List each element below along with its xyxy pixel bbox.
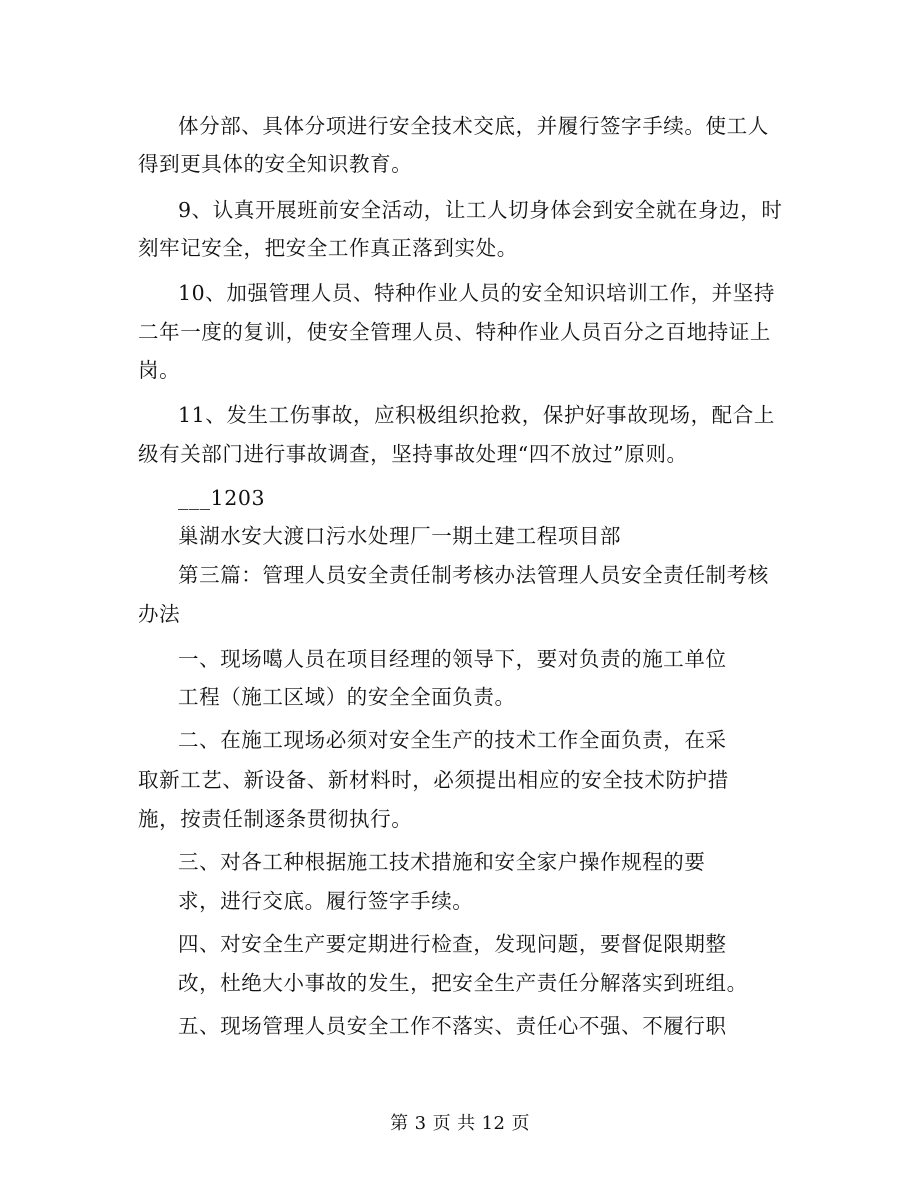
text-line: 二年一度的复训，使安全管理人员、特种作业人员百分之百地持证上	[138, 320, 771, 344]
text-line: 11、发生工伤事故，应积极组织抢救，保护好事故现场，配合上	[178, 403, 775, 427]
text-line: 巢湖水安大渡口污水处理厂一期土建工程项目部	[178, 524, 622, 548]
text-line: 四、对安全生产要定期进行检查，发现问题，要督促限期整	[178, 932, 727, 956]
text-line: 改，杜绝大小事故的发生，把安全生产责任分解落实到班组。	[178, 971, 748, 995]
text-line: 一、现场噶人员在项目经理的领导下，要对负责的施工单位	[178, 647, 727, 671]
text-line: 第三篇：管理人员安全责任制考核办法管理人员安全责任制考核	[178, 563, 769, 587]
text-line: 求，进行交底。履行签字手续。	[178, 889, 474, 913]
text-line: 得到更具体的安全知识教育。	[138, 152, 413, 176]
text-line: 取新工艺、新设备、新材料时，必须提出相应的安全技术防护措	[138, 768, 729, 792]
text-line: 三、对各工种根据施工技术措施和安全家户操作规程的要	[178, 850, 706, 874]
text-line: 刻牢记安全，把安全工作真正落到实处。	[138, 236, 518, 260]
page-footer: 第 3 页 共 12 页	[390, 1113, 530, 1134]
text-line: 施，按责任制逐条贯彻执行。	[138, 807, 413, 831]
text-line: 级有关部门进行事故调查，坚持事故处理“四不放过”原则。	[138, 442, 688, 466]
text-line: ___1203	[178, 486, 266, 510]
text-line: 10、加强管理人员、特种作业人员的安全知识培训工作，并坚持	[178, 281, 775, 305]
text-line: 9、认真开展班前安全活动，让工人切身体会到安全就在身边，时	[178, 198, 783, 222]
text-line: 体分部、具体分项进行安全技术交底，并履行签字手续。使工人	[178, 114, 769, 138]
text-line: 办法	[138, 602, 181, 626]
text-line: 工程（施工区域）的安全全面负责。	[178, 685, 516, 709]
text-line: 岗。	[138, 358, 181, 382]
text-line: 二、在施工现场必须对安全生产的技术工作全面负责，在采	[178, 728, 727, 752]
text-line: 五、现场管理人员安全工作不落实、责任心不强、不履行职	[178, 1014, 727, 1038]
